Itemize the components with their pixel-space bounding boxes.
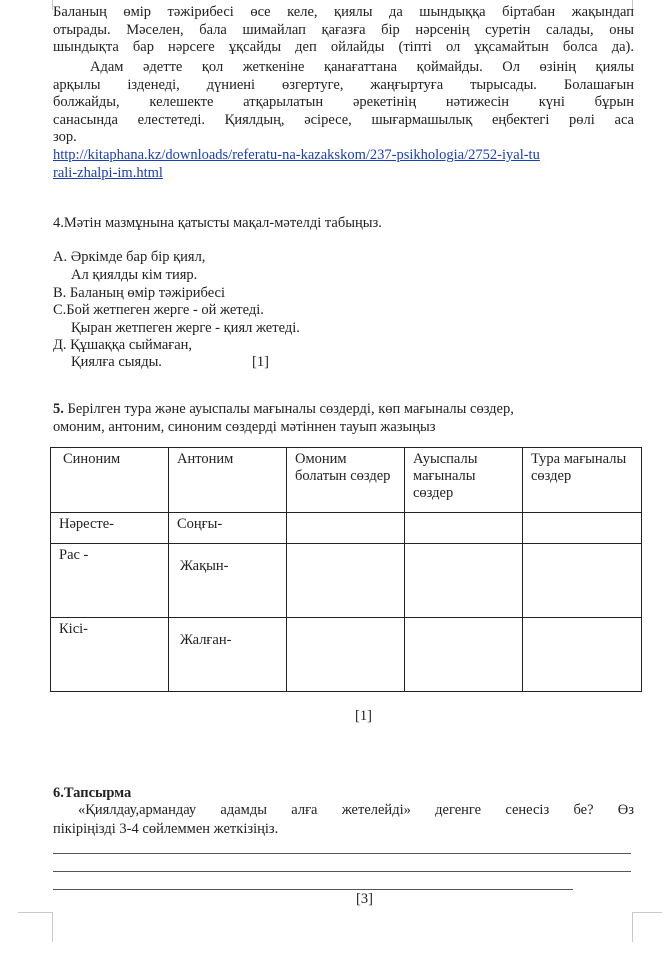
option-d-line1: Д. Құшаққа сыймаған, xyxy=(53,337,193,353)
text-line: Адам әдетте қол жеткеніне қанағаттана қоймайды. Ол өзінің қиялы xyxy=(90,59,634,75)
task6-title-text: 6.Тапсырма xyxy=(53,785,132,801)
source-link-block xyxy=(53,147,634,182)
text-line: болжайды, келешекте атқарылатын әрекетінің нәтижесін күні бұрын xyxy=(53,94,634,111)
intro-paragraph-2 xyxy=(53,59,634,147)
table-row xyxy=(51,618,642,692)
answer-cell[interactable] xyxy=(287,618,405,692)
header-cell: Омоним болатын сөздер xyxy=(287,448,405,513)
word-classification-table xyxy=(50,447,642,692)
text-line: зор. xyxy=(53,129,77,146)
task6-title xyxy=(53,785,131,802)
answer-line[interactable] xyxy=(53,853,631,854)
option-b: В. Баланың өмір тәжірибесі xyxy=(53,285,225,301)
option-a-line2: Ал қиялды кім тияр. xyxy=(71,267,198,283)
crop-mark xyxy=(632,912,633,942)
answer-cell[interactable] xyxy=(405,513,523,544)
table-cell: Кісі- xyxy=(51,618,169,692)
option-d-line2: Қиялға сыяды. xyxy=(71,354,162,370)
intro-paragraph-1 xyxy=(53,4,634,57)
option-a-line1: А. Әркімде бар бір қиял, xyxy=(53,249,206,265)
source-link[interactable]: http://kitaphana.kz/downloads/referatu-na-kazakskom/237-psikhologia/2752-iyal-tu xyxy=(53,147,540,163)
crop-mark xyxy=(632,912,662,913)
table-row xyxy=(51,544,642,618)
answer-cell[interactable] xyxy=(287,544,405,618)
crop-mark xyxy=(52,912,53,942)
text-line: санасында елестетеді. Қиялдың, әсіресе, шығармашылық еңбектегі рөлі аса xyxy=(53,111,634,128)
table-cell: Жалған- xyxy=(169,618,287,692)
task5-question-line1 xyxy=(53,401,514,418)
task6-question-line1: «Қиялдау,армандау адамды алға жетелейді» дегенге сенесіз бе? Өз xyxy=(78,802,634,818)
table-cell: Нәресте- xyxy=(51,513,169,544)
table-header-row xyxy=(51,448,642,513)
answer-cell[interactable] xyxy=(523,513,642,544)
answer-cell[interactable] xyxy=(405,618,523,692)
answer-cell[interactable] xyxy=(523,618,642,692)
task5-number: 5. xyxy=(53,401,64,417)
text-line: Баланың өмір тәжірибесі өсе келе, қиялы да шындыққа біртабан жақындап xyxy=(53,4,634,20)
header-cell: Синоним xyxy=(51,448,169,513)
option-c-line2: Қыран жетпеген жерге - қиял жетеді. xyxy=(71,320,300,336)
answer-line[interactable] xyxy=(53,871,631,872)
answer-cell[interactable] xyxy=(405,544,523,618)
answer-cell[interactable] xyxy=(287,513,405,544)
option-c-line1: С.Бой жетпеген жерге - ой жетеді. xyxy=(53,302,264,318)
task4-question: 4.Мәтін мазмұнына қатысты мақал-мәтелді табыңыз. xyxy=(53,215,382,231)
crop-mark xyxy=(18,912,52,913)
table-cell: Рас - xyxy=(51,544,169,618)
table-cell: Соңғы- xyxy=(169,513,287,544)
table-row xyxy=(51,513,642,544)
text-line: отырады. Мәселен, бала шимайлап қағазға бір нәрсенің суретін салады, оны xyxy=(53,21,634,38)
task5-question-line2: омоним, антоним, синоним сөздерді мәтіннен тауып жазыңыз xyxy=(53,419,436,435)
answer-cell[interactable] xyxy=(523,544,642,618)
header-cell: Тура мағыналы сөздер xyxy=(523,448,642,513)
table-cell: Жақын- xyxy=(169,544,287,618)
header-cell: Ауыспалы мағыналы сөздер xyxy=(405,448,523,513)
task6-score: [3] xyxy=(356,891,373,907)
task5-score: [1] xyxy=(355,708,372,724)
header-cell: Антоним xyxy=(169,448,287,513)
task6-question-line2: пікіріңізді 3-4 сөйлеммен жеткізіңіз. xyxy=(53,821,279,837)
answer-line[interactable] xyxy=(53,889,573,890)
source-link[interactable]: rali-zhalpi-im.html xyxy=(53,164,163,181)
text-line: шындықта бар нәрсеге ұқсайды деп ойлайды (тіпті ол ұқсамайтын болса да). xyxy=(53,39,634,56)
task5-question-text: Берілген тура және ауыспалы мағыналы сөздерді, көп мағыналы сөздер, xyxy=(67,401,514,417)
text-line: арқылы ізденеді, дүниені өзгертуге, жаңғыртуға тырысады. Болашағын xyxy=(53,76,634,93)
task4-score: [1] xyxy=(252,354,269,370)
